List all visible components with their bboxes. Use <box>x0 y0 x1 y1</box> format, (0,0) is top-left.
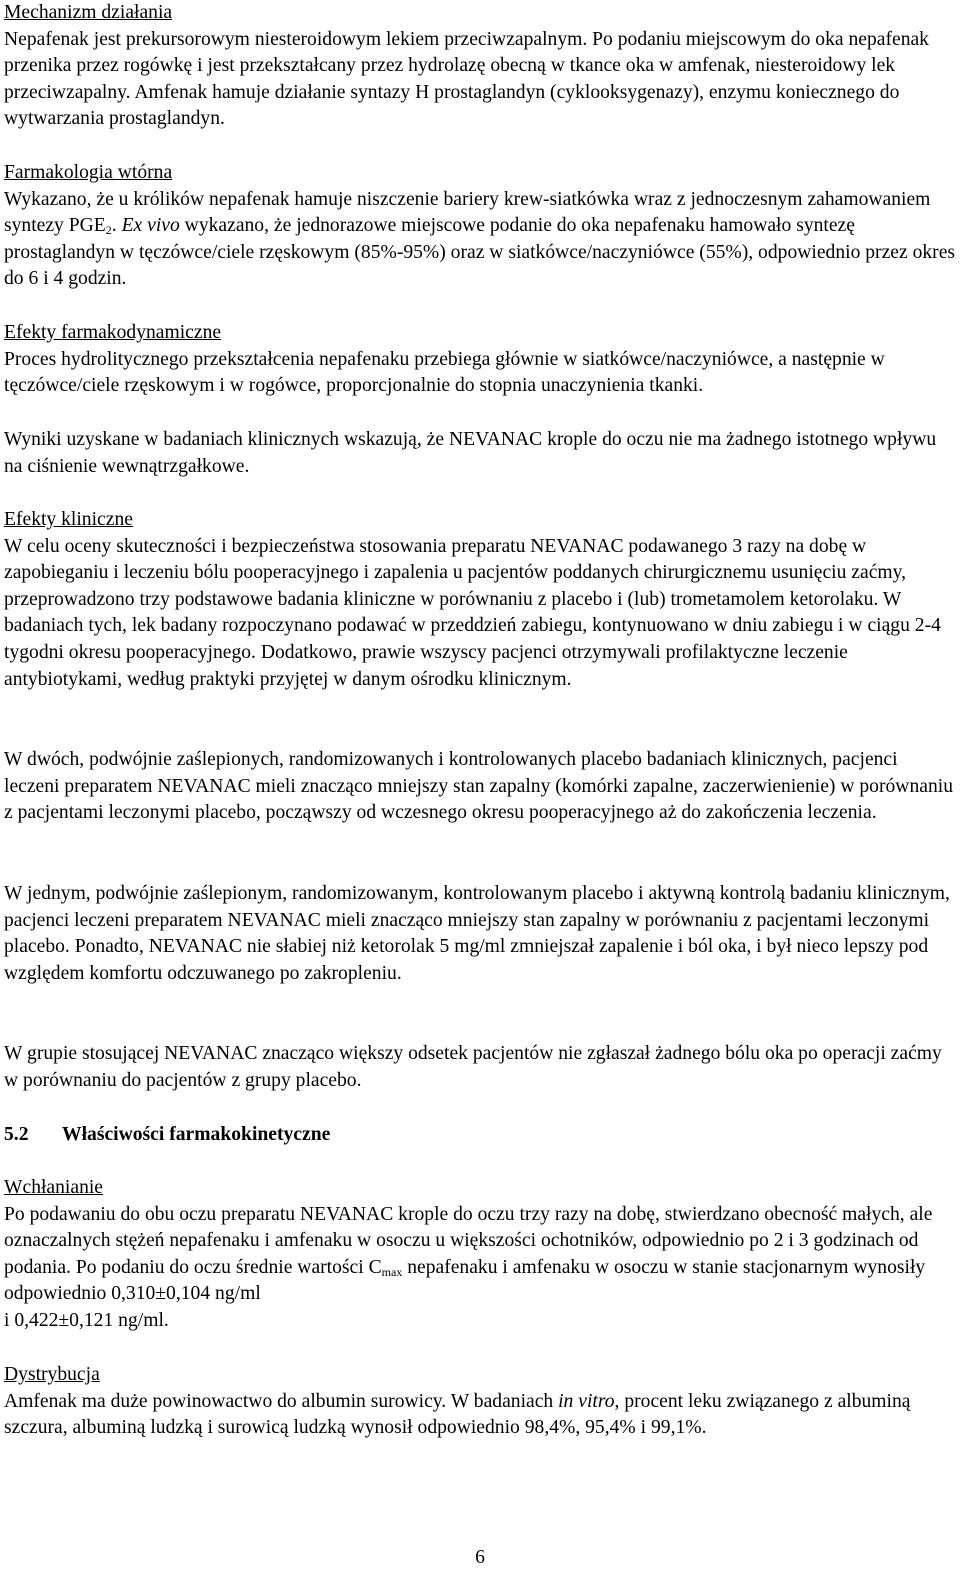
section-number: 5.2 <box>4 1124 29 1145</box>
distribution-text-1: Amfenak ma duże powinowactwo do albumin surowicy. W badaniach <box>4 1390 559 1412</box>
clinical-paragraph-2: W dwóch, podwójnie zaślepionych, randomizowanych i kontrolowanych placebo badaniach klinicznych, pacjenci leczeni preparatem NEVANAC mieli znacząco mniejszy stan zapalny (komórki zapalne, zaczerwienienie) w porównaniu z pacjentami leczonymi placebo, począwszy od wczesnego okresu pooperacyjnego aż do zakończenia leczenia. <box>4 749 953 824</box>
pharmacodynamic-heading: Efekty farmakodynamiczne <box>4 322 222 343</box>
absorption-section <box>4 1175 956 1335</box>
secondary-pharmacology-heading: Farmakologia wtórna <box>4 162 173 183</box>
ex-vivo-italic: Ex vivo <box>121 215 180 237</box>
absorption-text-2: nepafenaku i amfenaku w osoczu w stanie stacjonarnym wynosiły odpowiednio 0,310±0,104 ng/ml <box>4 1256 926 1305</box>
pharmacodynamic-paragraph-2: Wyniki uzyskane w badaniach klinicznych wskazują, że NEVANAC krople do oczu nie ma żadnego istotnego wpływu na ciśnienie wewnątrzgałkowe. <box>4 429 937 477</box>
distribution-heading: Dystrybucja <box>4 1364 100 1385</box>
clinical-paragraph-3: W jednym, podwójnie zaślepionym, randomizowanym, kontrolowanym placebo i aktywną kontrolą badaniu klinicznym, pacjenci leczeni preparatem NEVANAC mieli znacząco mniejszy stan zapalny w porównaniu z pacjentami leczonymi placebo. Ponadto, NEVANAC nie słabiej niż ketorolak 5 mg/ml zmniejszał zapalenie i ból oka, i był nieco lepszy pod względem komfortu odczuwanego po zakropleniu. <box>4 883 950 984</box>
clinical-effects-heading: Efekty kliniczne <box>4 509 133 530</box>
pge-subscript: 2 <box>105 223 112 238</box>
pharmacodynamic-text: Proces hydrolitycznego przekształcenia nepafenaku przebiega głównie w siatkówce/naczyniówce, a następnie w tęczówce/ciele rzęskowym i w rogówce, proporcjonalnie do stopnia unaczynienia tkanki. <box>4 348 885 397</box>
mechanism-heading: Mechanizm działania <box>4 2 173 23</box>
clinical-paragraph-1: W celu oceny skuteczności i bezpieczeństwa stosowania preparatu NEVANAC podawanego 3 razy na dobę w zapobieganiu i leczeniu bólu pooperacyjnego i zapalenia u pacjentów poddanych chirurgicznemu usunięciu zaćmy, przeprowadzono trzy podstawowe badania kliniczne w porównaniu z placebo i (lub) trometamolem ketorolaku. W badaniach tych, lek badany rozpoczynano podawać w przeddzień zabiegu, kontynuowano w dniu zabiegu i w ciągu 2-4 tygodni okresu pooperacyjnego. Dodatkowo, prawie wszyscy pacjenci otrzymywali profilaktyczne leczenie antybiotykami, według praktyki przyjętej w danym ośrodku klinicznym. <box>4 535 941 690</box>
in-vitro-italic: in vitro <box>558 1390 615 1412</box>
distribution-section <box>4 1362 956 1442</box>
section-title-text: Właściwości farmakokinetyczne <box>62 1124 331 1145</box>
page-number: 6 <box>475 1547 485 1568</box>
distribution-text-2: , procent leku związanego z albuminą szczura, albuminą ludzką i surowicą ludzką wynosił odpowiednio 98,4%, 95,4% i 99,1%. <box>4 1390 911 1439</box>
secondary-text-1: Wykazano, że u królików nepafenak hamuje niszczenie bariery krew-siatkówka wraz z jednoczesnym zahamowaniem syntezy PGE <box>4 188 931 237</box>
mechanism-text: Nepafenak jest prekursorowym niesteroidowym lekiem przeciwzapalnym. Po podaniu miejscowym do oka nepafenak przenika przez rogówkę i jest przekształcany przez hydrolazę obecną w tkance oka w amfenak, niesteroidowy lek przeciwzapalny. Amfenak hamuje działanie syntazy H prostaglandyn (cyklooksygenazy), enzymu koniecznego do wytwarzania prostaglandyn. <box>4 28 929 130</box>
absorption-heading: Wchłanianie <box>4 1177 104 1198</box>
clinical-paragraph-4: W grupie stosującej NEVANAC znacząco większy odsetek pacjentów nie zgłaszał żadnego bólu oka po operacji zaćmy w porównaniu do pacjentów z grupy placebo. <box>4 1043 942 1091</box>
section-5-2-title <box>4 1122 956 1149</box>
cmax-subscript: max <box>381 1264 403 1279</box>
pharmacodynamic-section <box>4 320 956 400</box>
absorption-text-1: Po podawaniu do obu oczu preparatu NEVANAC krople do oczu trzy razy na dobę, stwierdzano obecność małych, ale oznaczalnych stężeń nepafenaku i amfenaku w osoczu u większości ochotników, odpowiednio po 2 i 3 godzinach od podania. Po podaniu do oczu średnie wartości C <box>4 1203 933 1278</box>
secondary-text-2: . <box>111 215 122 237</box>
clinical-effects-section <box>4 507 956 693</box>
secondary-pharmacology-section <box>4 160 956 293</box>
absorption-text-3: i 0,422±0,121 ng/ml. <box>4 1309 169 1331</box>
mechanism-section <box>4 0 956 133</box>
secondary-text-3: wykazano, że jednorazowe miejscowe podanie do oka nepafenaku hamowało syntezę prostaglandyn w tęczówce/ciele rzęskowym (85%-95%) oraz w siatkówce/naczyniówce (55%), odpowiednio przez okres do 6 i 4 godzin. <box>4 215 956 290</box>
